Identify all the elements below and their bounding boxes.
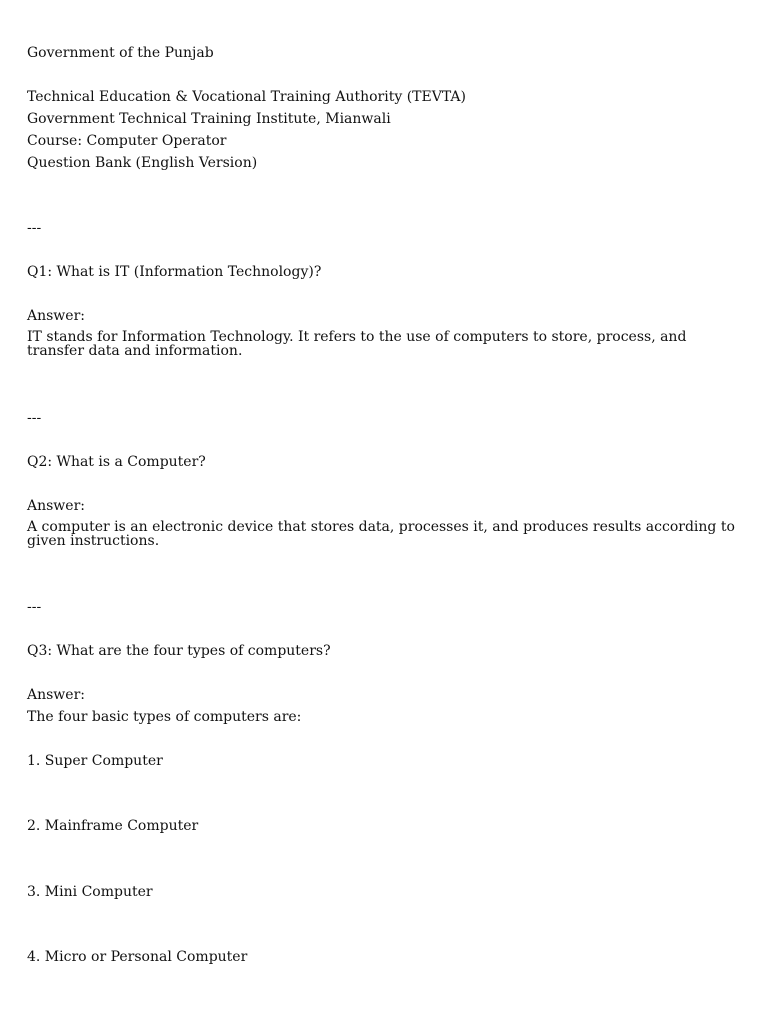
q1-answer-text: IT stands for Information Technology. It refers to the use of computers to store, process, and transfer data and information. [27, 329, 687, 359]
q3-answer-label: Answer: [27, 687, 85, 703]
separator: --- [27, 410, 42, 426]
question-bank-heading: Question Bank (English Version) [27, 155, 258, 171]
course-heading: Course: Computer Operator [27, 133, 227, 149]
institute-heading: Government Technical Training Institute, Mianwali [27, 111, 391, 127]
list-item: 4. Micro or Personal Computer [27, 949, 248, 965]
list-item: 1. Super Computer [27, 753, 163, 769]
list-item: 3. Mini Computer [27, 884, 153, 900]
q2-answer-text: A computer is an electronic device that stores data, processes it, and produces results according to given instructions. [27, 519, 735, 549]
q1-answer-label: Answer: [27, 308, 85, 324]
separator: --- [27, 599, 42, 615]
government-heading: Government of the Punjab [27, 45, 214, 61]
authority-heading: Technical Education & Vocational Training Authority (TEVTA) [27, 89, 466, 105]
list-item: 2. Mainframe Computer [27, 818, 199, 834]
q3-answer-intro: The four basic types of computers are: [27, 709, 302, 725]
q2-answer-label: Answer: [27, 498, 85, 514]
q1-question: Q1: What is IT (Information Technology)? [27, 264, 322, 280]
separator: --- [27, 220, 42, 236]
q2-question: Q2: What is a Computer? [27, 454, 206, 470]
q3-question: Q3: What are the four types of computers? [27, 643, 331, 659]
